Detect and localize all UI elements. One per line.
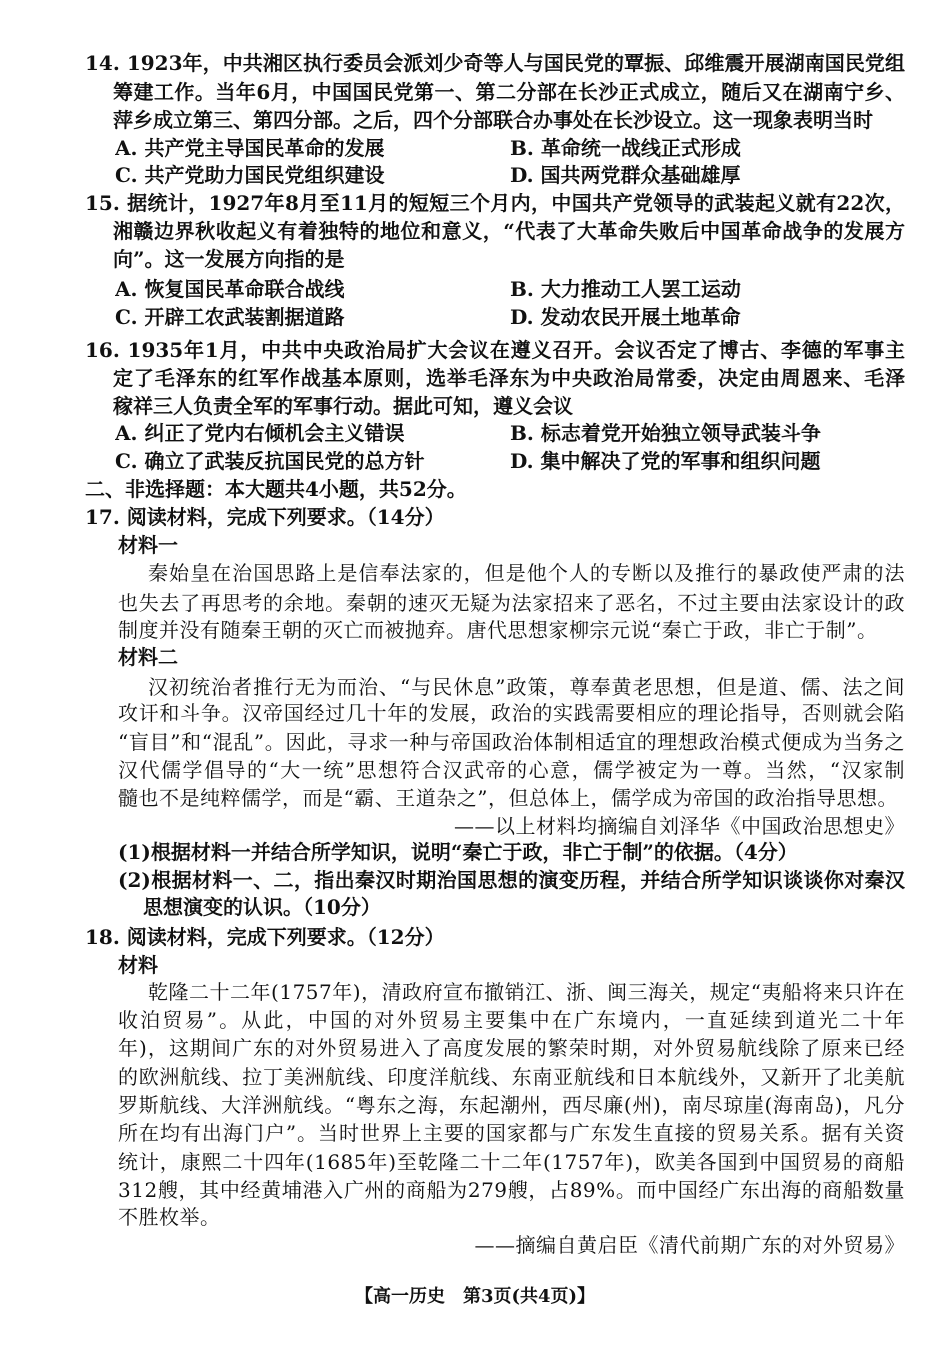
q17-material1-line: 秦始皇在治国思路上是信奉法家的，但是他个人的专断以及推行的暴政使严肃的法 (148, 561, 905, 585)
q17-material1-line: 制度并没有随秦王朝的灭亡而被抛弃。唐代思想家柳宗元说“秦亡于政，非亡于制”。 (118, 618, 878, 642)
q18-source-citation: ——摘编自黄启臣《清代前期广东的对外贸易》 (474, 1233, 905, 1257)
q16-stem-line: 16. 1935年1月，中共中央政治局扩大会议在遵义召开。会议否定了博古、李德的军事主 (85, 338, 905, 362)
q14-stem-line: 萍乡成立第三、第四分部。之后，四个分部联合办事处在长沙设立。这一现象表明当时 (113, 108, 873, 132)
q14-stem-line: 筹建工作。当年6月，中国国民党第一、第二分部在长沙正式成立，随后又在湖南宁乡、 (113, 80, 905, 104)
q18-material-line: 罗斯航线、大洋洲航线。“粤东之海，东起潮州，西尽廉(州)，南尽琼崖(海南岛)，凡分 (118, 1093, 905, 1117)
q17-subquestion-2: (2)根据材料一、二，指出秦汉时期治国思想的演变历程，并结合所学知识谈谈你对秦汉 (118, 868, 905, 892)
page-footer: 【高一历史 第3页(共4页)】 (354, 1286, 596, 1307)
q18-material-label: 材料 (118, 953, 158, 977)
q15-stem-line: 向”。这一发展方向指的是 (113, 247, 345, 271)
q16-option-a: A. 纠正了党内右倾机会主义错误 (115, 421, 405, 445)
q15-option-b: B. 大力推动工人罢工运动 (510, 277, 741, 301)
q14-option-c: C. 共产党助力国民党组织建设 (115, 163, 385, 187)
q17-material2-line: “盲目”和“混乱”。因此，寻求一种与帝国政治体制相适宜的理想政治模式便成为当务之 (118, 730, 905, 754)
q16-option-b: B. 标志着党开始独立领导武装斗争 (510, 421, 821, 445)
q17-material2-line: 汉初统治者推行无为而治、“与民休息”政策，尊奉黄老思想，但是道、儒、法之间 (148, 675, 905, 699)
q17-material1-line: 也失去了再思考的余地。秦朝的速灭无疑为法家招来了恶名，不过主要由法家设计的政 (118, 591, 905, 615)
q14-option-d: D. 国共两党群众基础雄厚 (510, 163, 741, 187)
q15-option-d: D. 发动农民开展土地革命 (510, 305, 741, 329)
q16-option-c: C. 确立了武装反抗国民党的总方针 (115, 449, 425, 473)
q17-source-citation: ——以上材料均摘编自刘泽华《中国政治思想史》 (454, 814, 905, 838)
q17-material2-label: 材料二 (118, 645, 178, 669)
q15-option-c: C. 开辟工农武装割据道路 (115, 305, 345, 329)
q18-material-line: 312艘，其中经黄埔港入广州的商船为279艘，占89%。而中国经广东出海的商船数量 (118, 1178, 905, 1202)
q18-material-line: 收泊贸易”。从此，中国的对外贸易主要集中在广东境内，一直延续到道光二十年 (118, 1008, 905, 1032)
q18-material-line: 统计，康熙二十四年(1685年)至乾隆二十二年(1757年)，欧美各国到中国贸易的商船 (118, 1150, 905, 1174)
q15-stem-line: 15. 据统计，1927年8月至11月的短短三个月内，中国共产党领导的武装起义就有22次， (85, 191, 905, 215)
section-heading: 二、非选择题：本大题共4小题，共52分。 (85, 477, 467, 501)
q16-stem-line: 定了毛泽东的红军作战基本原则，选举毛泽东为中央政治局常委，决定由周恩来、毛泽 (113, 366, 905, 390)
q14-option-b: B. 革命统一战线正式形成 (510, 136, 741, 160)
q15-option-a: A. 恢复国民革命联合战线 (115, 277, 345, 301)
q16-option-d: D. 集中解决了党的军事和组织问题 (510, 449, 821, 473)
q18-material-line: 乾隆二十二年(1757年)，清政府宣布撤销江、浙、闽三海关，规定“夷船将来只许在 (148, 980, 905, 1004)
q18-material-line: 年)，这期间广东的对外贸易进入了高度发展的繁荣时期，对外贸易航线除了原来已经 (118, 1036, 905, 1060)
q18-material-line: 所在均有出海门户”。当时世界上主要的国家都与广东发生直接的贸易关系。据有关资 (118, 1121, 905, 1145)
q18-material-line: 的欧洲航线、拉丁美洲航线、印度洋航线、东南亚航线和日本航线外，又新开了北美航 (118, 1065, 905, 1089)
q17-title: 17. 阅读材料，完成下列要求。（14分） (85, 505, 445, 529)
q15-stem-line: 湘赣边界秋收起义有着独特的地位和意义，“代表了大革命失败后中国革命战争的发展方 (113, 219, 905, 243)
q17-material1-label: 材料一 (118, 533, 178, 557)
q14-stem-line: 14. 1923年，中共湘区执行委员会派刘少奇等人与国民党的覃振、邱维震开展湖南国民党组 (85, 51, 905, 75)
q18-material-line: 不胜枚举。 (118, 1205, 221, 1229)
q17-subquestion-2-cont: 思想演变的认识。（10分） (143, 895, 381, 919)
q17-material2-line: 汉代儒学倡导的“大一统”思想符合汉武帝的心意，儒学被定为一尊。当然，“汉家制 (118, 758, 905, 782)
q14-option-a: A. 共产党主导国民革命的发展 (115, 136, 385, 160)
q16-stem-line: 稼祥三人负责全军的军事行动。据此可知，遵义会议 (113, 394, 573, 418)
q17-subquestion-1: (1)根据材料一并结合所学知识，说明“秦亡于政，非亡于制”的依据。（4分） (118, 840, 798, 864)
q18-title: 18. 阅读材料，完成下列要求。（12分） (85, 925, 445, 949)
q17-material2-line: 攻讦和斗争。汉帝国经过几十年的发展，政治的实践需要相应的理论指导，否则就会陷 (118, 701, 905, 725)
q17-material2-line: 髓也不是纯粹儒学，而是“霸、王道杂之”，但总体上，儒学成为帝国的政治指导思想。 (118, 786, 898, 810)
